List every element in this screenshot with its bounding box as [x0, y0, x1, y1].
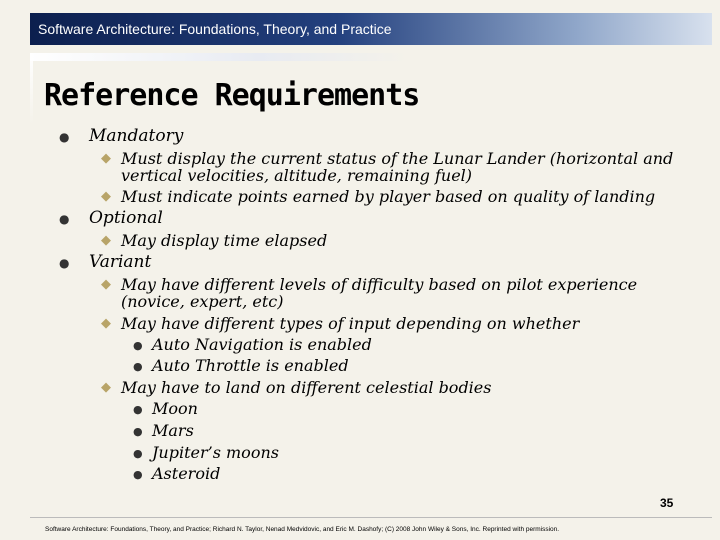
input-type-2: Auto Throttle is enabled — [152, 356, 349, 375]
bullet-dot-icon: ● — [133, 403, 143, 416]
mandatory-item-1-line-2: vertical velocities, altitude, remaining fuel) — [121, 166, 473, 185]
variant-item-1-line-1: May have different levels of difficulty based on pilot experience — [121, 275, 638, 294]
slide-title: Reference Requirements — [44, 78, 420, 113]
mandatory-item-1-line-1: Must display the current status of the Lunar Lander (horizontal and — [121, 149, 674, 168]
bullet-dot-icon: ● — [59, 212, 70, 226]
body-jupiters-moons: Jupiter’s moons — [152, 443, 279, 462]
bullet-dot-icon: ● — [133, 425, 143, 438]
bullet-mandatory: Mandatory — [89, 126, 184, 146]
body-asteroid: Asteroid — [152, 464, 221, 483]
diamond-bullet-icon: ◆ — [101, 151, 111, 166]
diamond-bullet-icon: ◆ — [101, 380, 111, 395]
input-type-1: Auto Navigation is enabled — [152, 335, 372, 354]
bullet-dot-icon: ● — [133, 360, 143, 373]
bullet-optional: Optional — [89, 208, 163, 228]
header-title: Software Architecture: Foundations, Theory, and Practice — [38, 21, 392, 37]
page-number: 35 — [660, 496, 674, 510]
variant-item-1-line-2: (novice, expert, etc) — [121, 292, 284, 311]
bullet-dot-icon: ● — [133, 468, 143, 481]
body-mars: Mars — [152, 421, 194, 440]
footer-divider — [30, 517, 712, 518]
bullet-variant: Variant — [89, 252, 152, 272]
mandatory-item-2: Must indicate points earned by player based on quality of landing — [121, 187, 656, 206]
variant-item-2: May have different types of input depending on whether — [121, 314, 580, 333]
footer-citation: Software Architecture: Foundations, Theory, and Practice; Richard N. Taylor, Nenad Medvidovic, and Eric M. Dashofy; (C) 2008 John Wiley & Sons, Inc. Reprinted with permission. — [45, 526, 560, 533]
diamond-bullet-icon: ◆ — [101, 316, 111, 331]
bullet-dot-icon: ● — [133, 447, 143, 460]
optional-item-1: May display time elapsed — [121, 231, 328, 250]
bullet-dot-icon: ● — [133, 339, 143, 352]
diamond-bullet-icon: ◆ — [101, 189, 111, 204]
diamond-bullet-icon: ◆ — [101, 233, 111, 248]
bullet-dot-icon: ● — [59, 130, 70, 144]
variant-item-3: May have to land on different celestial bodies — [121, 378, 492, 397]
body-moon: Moon — [152, 399, 198, 418]
bullet-dot-icon: ● — [59, 256, 70, 270]
diamond-bullet-icon: ◆ — [101, 277, 111, 292]
